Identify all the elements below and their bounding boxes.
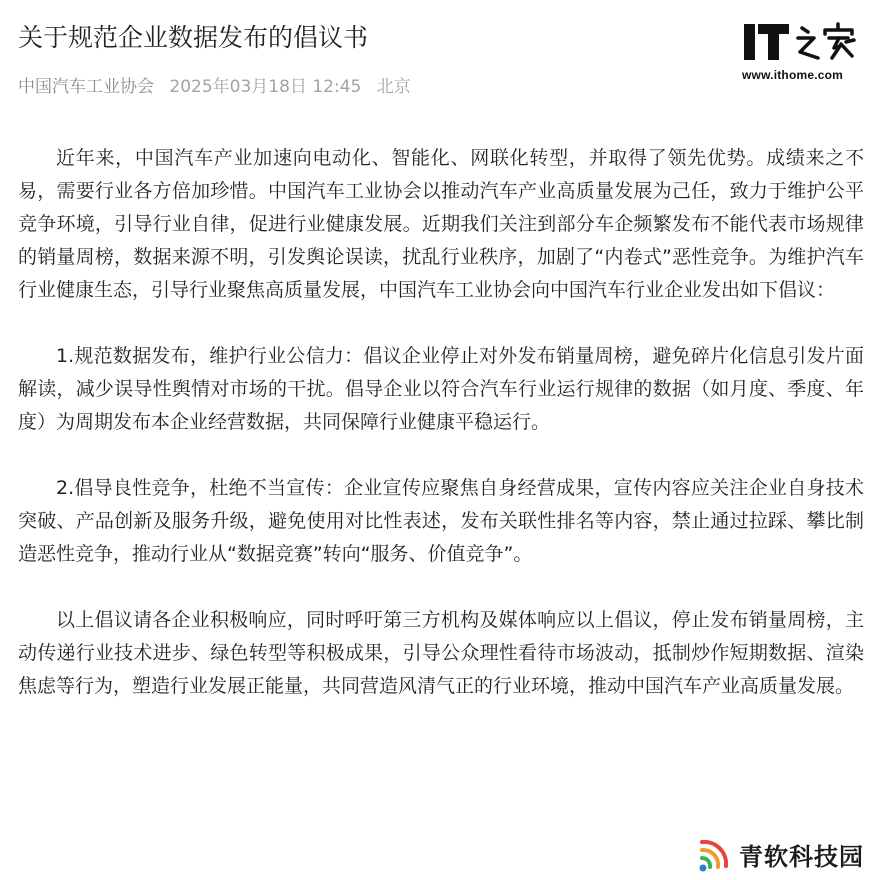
ithome-logo (742, 18, 860, 84)
signal-waves-icon (696, 834, 738, 878)
article-paragraph: 近年来，中国汽车产业加速向电动化、智能化、网联化转型，并取得了领先优势。成绩来之不易，需要行业各方倍加珍惜。中国汽车工业协会以推动汽车产业高质量发展为己任，致力于维护公平竞争环境，引导行业自律，促进行业健康发展。近期我们关注到部分车企频繁发布不能代表市场规律的销量周榜，数据来源不明，引发舆论误读，扰乱行业秩序，加剧了“内卷式”恶性竞争。为维护汽车行业健康生态，引导行业聚焦高质量发展，中国汽车工业协会向中国汽车行业企业发出如下倡议： (18, 147, 864, 301)
watermark (696, 834, 866, 878)
article-title: 关于规范企业数据发布的倡议书 (18, 23, 369, 52)
ithome-logo-mark-icon (742, 18, 860, 64)
article-paragraph: 2.倡导良性竞争，杜绝不当宣传：企业宣传应聚焦自身经营成果，宣传内容应关注企业自身技术突破、产品创新及服务升级，避免使用对比性表述，发布关联性排名等内容，禁止通过拉踩、攀比制造恶性竞争，推动行业从“数据竞赛”转向“服务、价值竞争”。 (18, 477, 864, 565)
article-paragraph: 以上倡议请各企业积极响应，同时呼吁第三方机构及媒体响应以上倡议，停止发布销量周榜，主动传递行业技术进步、绿色转型等积极成果，引导公众理性看待市场波动，抵制炒作短期数据、渲染焦虑等行为，塑造行业发展正能量，共同营造风清气正的行业环境，推动中国汽车产业高质量发展。 (18, 609, 864, 697)
ithome-url: www.ithome.com (742, 68, 844, 82)
article-author[interactable]: 中国汽车工业协会 (18, 77, 154, 97)
article-paragraph: 1.规范数据发布，维护行业公信力：倡议企业停止对外发布销量周榜，避免碎片化信息引发片面解读，减少误导性舆情对市场的干扰。倡导企业以符合汽车行业运行规律的数据（如月度、季度、年度）为周期发布本企业经营数据，共同保障行业健康平稳运行。 (18, 345, 864, 433)
article-body (18, 142, 864, 736)
article-meta (18, 74, 411, 100)
article-datetime: 2025年03月18日 12:45 (169, 77, 362, 97)
article-location: 北京 (376, 77, 411, 97)
watermark-text: 青软科技园 (739, 843, 864, 871)
